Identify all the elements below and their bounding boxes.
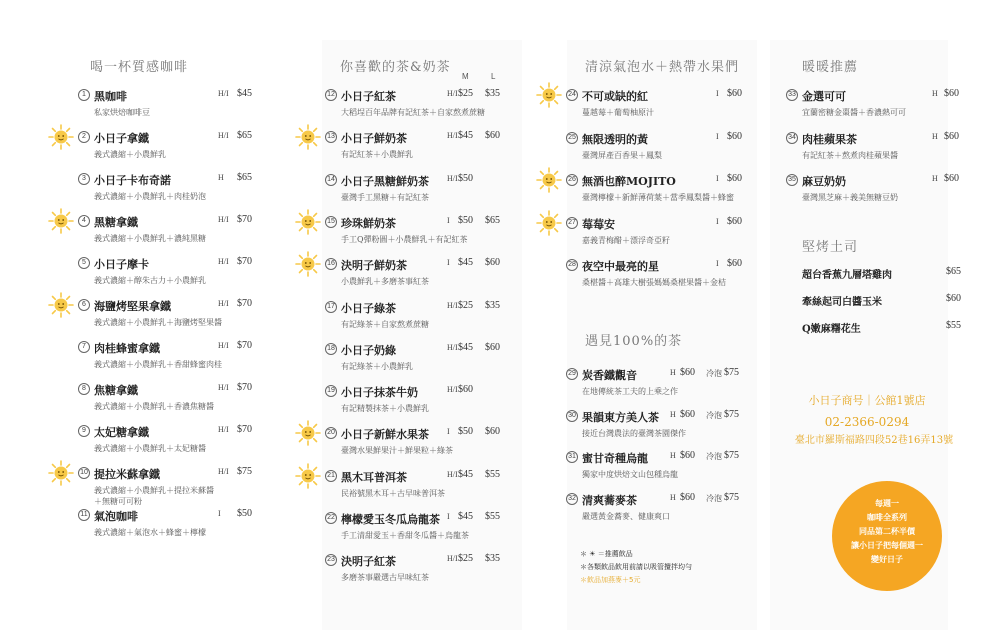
item-description: 臺灣水果鮮果汁＋鮮果粒＋綠茶 — [341, 446, 453, 456]
item-name: 肉桂蘋果茶 — [802, 132, 857, 146]
item-size: I — [447, 215, 450, 225]
recommend-sun-icon — [295, 251, 321, 277]
item-price: $45 — [237, 88, 252, 99]
item-description: 民裕號黑木耳＋古早味普洱茶 — [341, 488, 445, 498]
item-name: 提拉米蘇拿鐵 — [94, 468, 160, 481]
item-size: H/I — [218, 89, 229, 98]
item-price-m: $50 — [458, 214, 473, 226]
menu-item — [325, 173, 505, 207]
item-price-m: $25 — [458, 299, 473, 311]
menu-item — [566, 367, 751, 401]
item-description: 大稻埕百年品牌有記紅茶＋自家熬煮蔗糖 — [341, 108, 485, 117]
item-description: 義式濃縮＋小農鮮乳＋濃純黑糖 — [94, 234, 206, 243]
item-price: $70 — [237, 298, 252, 309]
recommend-sun-icon — [295, 420, 321, 446]
menu-item — [78, 340, 258, 374]
toast-item-price: $65 — [946, 266, 961, 277]
menu-item — [786, 173, 966, 207]
item-number-badge: 30 — [566, 410, 578, 422]
item-price: $60 — [944, 88, 959, 99]
item-number-badge: 9 — [78, 425, 90, 437]
item-description: 義式濃縮＋小農鮮乳＋肉桂奶泡 — [94, 192, 206, 201]
menu-item — [325, 88, 505, 122]
item-price-m: $50 — [458, 172, 473, 184]
item-description: 義式濃縮＋小農鮮乳＋香濃焦糖醬 — [94, 402, 214, 411]
item-name: 金選可可 — [802, 90, 846, 103]
item-name: 麻豆奶奶 — [802, 175, 846, 188]
item-price-m: $25 — [458, 553, 473, 565]
recommend-sun-icon — [48, 124, 74, 150]
cold-brew-price: $75 — [724, 491, 739, 503]
item-price-l: $55 — [485, 468, 500, 480]
item-name: 小日子摩卡 — [94, 258, 149, 271]
item-number-badge: 6 — [78, 299, 90, 311]
item-price-m: $45 — [458, 341, 473, 353]
item-size: H/I — [447, 469, 458, 479]
item-description: 手工清甜愛玉＋香甜冬瓜醬＋烏龍茶 — [341, 531, 469, 540]
item-name: 決明子鮮奶茶 — [341, 259, 407, 273]
item-size: H/I — [447, 554, 458, 564]
toast-item-price: $55 — [946, 320, 961, 331]
item-name: 檸檬愛玉冬瓜烏龍茶 — [341, 513, 440, 526]
item-number-badge: 8 — [78, 383, 90, 395]
item-size: H/I — [447, 89, 458, 98]
item-description: 義式濃縮＋氣泡水＋蜂蜜＋檸檬 — [94, 528, 206, 537]
item-description: 義式濃縮＋小農鮮乳＋太妃糖醬 — [94, 444, 206, 453]
item-name: 不可或缺的紅 — [582, 90, 648, 103]
promo-line: 同品第二杯半價 — [859, 526, 915, 536]
item-price-l: $65 — [485, 214, 500, 226]
item-description: 在地傳統茶工夫的上乘之作 — [582, 387, 678, 396]
item-number-badge: 3 — [78, 173, 90, 185]
note-recommend: ＊ ☀ ＝推薦飲品 — [580, 550, 633, 558]
menu-item — [325, 511, 505, 545]
recommend-sun-icon — [295, 124, 321, 150]
menu-item — [78, 508, 258, 542]
item-description: 嘉義青梅醋＋漂浮奇亞籽 — [582, 235, 670, 245]
item-description: 臺灣屏產百香果＋鳳梨 — [582, 150, 662, 160]
item-name: 決明子紅茶 — [341, 555, 396, 569]
item-size: I — [447, 512, 450, 521]
item-number-badge: 5 — [78, 257, 90, 269]
toast-item-name: 牽絲起司白醬玉米 — [802, 297, 882, 308]
item-description: 宜蘭密糖金棗醬＋香濃熱可可 — [802, 108, 906, 117]
item-price: $60 — [727, 130, 742, 142]
promo-line: 讓小日子把每個週一 — [851, 540, 923, 550]
recommend-sun-icon — [48, 292, 74, 318]
size-l-header: L — [491, 72, 496, 81]
recommend-sun-icon — [536, 167, 562, 193]
menu-item — [566, 216, 746, 250]
recommend-sun-icon — [48, 208, 74, 234]
item-size: H — [670, 409, 676, 419]
toast-item-name: 超台香蕉九層塔雞肉 — [802, 270, 892, 281]
menu-item — [566, 173, 746, 207]
item-price-m: $60 — [458, 384, 473, 396]
cold-brew-price: $75 — [724, 408, 739, 420]
item-size: H/I — [218, 425, 229, 434]
item-number-badge: 28 — [566, 259, 578, 271]
item-description: 有記紅茶＋熬煮肉桂蘋果醬 — [802, 150, 898, 160]
item-number-badge: 7 — [78, 341, 90, 353]
cold-brew-price: $75 — [724, 450, 739, 461]
cold-brew-price: $75 — [724, 367, 739, 378]
menu-item — [78, 214, 258, 248]
item-price: $75 — [237, 466, 252, 477]
item-name: 海鹽烤堅果拿鐵 — [94, 300, 171, 313]
item-size: I — [716, 216, 719, 226]
item-name: 無酒也醉MOJITO — [582, 175, 676, 188]
menu-item — [325, 384, 505, 418]
menu-item — [786, 131, 966, 165]
item-size: I — [716, 131, 719, 141]
item-number-badge: 17 — [325, 301, 337, 313]
item-size: H/I — [447, 131, 458, 141]
menu-item — [566, 131, 746, 165]
item-number-badge: 18 — [325, 343, 337, 355]
menu-item — [325, 426, 505, 460]
section-title-tea: 你喜歡的茶&奶茶 — [340, 60, 451, 75]
item-description: 義式濃縮＋小農鮮乳＋香甜蜂蜜肉桂 — [94, 360, 222, 369]
item-size: H/I — [218, 467, 229, 476]
menu-item — [78, 172, 258, 206]
item-price: $70 — [237, 424, 252, 435]
item-price-m: $50 — [458, 426, 473, 438]
menu-item — [325, 215, 505, 249]
item-price-l: $35 — [485, 299, 500, 311]
item-price: $60 — [727, 173, 742, 184]
item-description: 臺灣黑芝麻＋義美無糖豆奶 — [802, 193, 898, 202]
item-number-badge: 21 — [325, 470, 337, 482]
item-size: H/I — [447, 173, 458, 183]
item-number-badge: 34 — [786, 132, 798, 144]
toast-item-price: $60 — [946, 293, 961, 304]
item-name: 蜜甘奇種烏龍 — [582, 452, 648, 465]
item-size: H — [218, 173, 224, 182]
menu-item — [325, 130, 505, 164]
item-description: 臺灣手工黑糖＋有記紅茶 — [341, 192, 429, 202]
item-number-badge: 10 — [78, 467, 90, 479]
item-size: H — [670, 492, 676, 502]
item-size: I — [716, 259, 719, 268]
item-price-m: $45 — [458, 130, 473, 142]
menu-item — [566, 492, 751, 526]
item-number-badge: 12 — [325, 89, 337, 101]
note-oat: ＊飲品加燕麥＋5元 — [580, 576, 641, 584]
item-description: 義式濃縮＋小農鮮乳＋海鹽烤堅果醬 — [94, 318, 222, 327]
item-size: I — [447, 427, 450, 437]
item-number-badge: 26 — [566, 174, 578, 186]
item-description: 有記紅茶＋小農鮮乳 — [341, 150, 413, 160]
item-size: H/I — [447, 300, 458, 310]
menu-item — [566, 88, 746, 122]
item-description: 臺灣檸檬＋新鮮薄荷葉＋當季鳳梨醬＋蜂蜜 — [582, 193, 734, 202]
item-name: 氣泡咖啡 — [94, 510, 138, 523]
item-price-l: $35 — [485, 553, 500, 565]
shop-name: 小日子商号｜公館1號店 — [808, 394, 926, 407]
item-name: 炭香鐵觀音 — [582, 369, 637, 382]
item-description: 私家烘焙咖啡豆 — [94, 108, 150, 117]
item-price: $60 — [680, 491, 695, 503]
item-size: H/I — [218, 299, 229, 308]
item-price-l: $55 — [485, 511, 500, 522]
item-price: $70 — [237, 340, 252, 351]
menu-item — [325, 553, 505, 587]
item-size: I — [447, 258, 450, 268]
section-title-warm: 暖暖推薦 — [802, 60, 859, 75]
toast-item-name: Q嫩麻糬花生 — [802, 324, 861, 335]
menu-item — [566, 450, 751, 484]
item-name: 莓莓安 — [582, 217, 615, 231]
menu-item — [78, 88, 258, 122]
item-description: 有記精製抹茶＋小農鮮乳 — [341, 404, 429, 414]
item-description: 義式濃縮＋小農鮮乳＋提拉米蘇醬 — [94, 486, 214, 495]
cold-brew-label: 冷泡 — [706, 410, 722, 420]
item-description: 有記綠茶＋自家熬煮蔗糖 — [341, 319, 429, 329]
item-price: $60 — [727, 88, 742, 99]
recommend-sun-icon — [48, 460, 74, 486]
item-number-badge: 33 — [786, 89, 798, 101]
item-size: H — [932, 89, 938, 98]
item-description: 獨家中度烘焙文山包種烏龍 — [582, 470, 678, 479]
item-number-badge: 11 — [78, 509, 90, 521]
item-number-badge: 22 — [325, 512, 337, 524]
item-size: H/I — [447, 342, 458, 352]
item-price: $60 — [680, 367, 695, 378]
recommend-sun-icon — [536, 210, 562, 236]
item-number-badge: 4 — [78, 215, 90, 227]
item-size: I — [716, 89, 719, 98]
promo-badge — [832, 481, 942, 591]
menu-item — [78, 130, 258, 164]
recommend-sun-icon — [536, 82, 562, 108]
item-price: $60 — [944, 173, 959, 184]
item-description: 接近台灣農法的臺灣茶園傑作 — [582, 428, 686, 438]
menu-item — [325, 300, 505, 334]
item-size: H/I — [447, 385, 458, 395]
item-description: 義式濃縮＋小農鮮乳 — [94, 150, 166, 159]
promo-line: 咖啡全系列 — [867, 512, 907, 522]
item-description: 手工Q彈粉圓＋小農鮮乳＋有記紅茶 — [341, 234, 468, 244]
item-number-badge: 16 — [325, 258, 337, 270]
item-price: $65 — [237, 172, 252, 183]
item-name: 黑咖啡 — [94, 90, 127, 103]
item-number-badge: 29 — [566, 368, 578, 380]
item-size: H/I — [218, 341, 229, 350]
item-name: 小日子鮮奶茶 — [341, 132, 407, 146]
menu-item — [78, 466, 258, 506]
item-number-badge: 13 — [325, 131, 337, 143]
item-price-l: $60 — [485, 426, 500, 438]
item-number-badge: 31 — [566, 451, 578, 463]
item-size: H/I — [218, 131, 229, 140]
promo-line: 每週一 — [875, 498, 899, 508]
item-size: I — [218, 509, 221, 518]
section-title-soda: 清涼氣泡水＋熱帶水果們 — [585, 60, 740, 75]
item-price: $60 — [727, 258, 742, 269]
promo-line: 變好日子 — [871, 554, 903, 564]
menu-item — [78, 424, 258, 458]
item-price: $60 — [680, 408, 695, 420]
menu-item — [78, 382, 258, 416]
item-size: H/I — [218, 257, 229, 266]
item-size: H/I — [218, 383, 229, 392]
item-size: H/I — [218, 215, 229, 224]
item-number-badge: 19 — [325, 385, 337, 397]
item-number-badge: 20 — [325, 427, 337, 439]
menu-item — [786, 88, 966, 122]
item-name: 小日子黑糖鮮奶茶 — [341, 174, 429, 188]
item-name: 小日子綠茶 — [341, 301, 396, 315]
item-price-m: $45 — [458, 468, 473, 480]
item-price: $70 — [237, 214, 252, 225]
item-price-l: $60 — [485, 257, 500, 269]
item-name: 焦糖拿鐵 — [94, 384, 138, 397]
item-name: 太妃糖拿鐵 — [94, 426, 149, 439]
item-description: 桑椹醬＋高雄大樹張媽媽桑椹果醬＋金桔 — [582, 278, 726, 287]
item-price: $65 — [237, 130, 252, 141]
item-name: 果韻東方美人茶 — [582, 410, 659, 424]
item-description: 多磨茶事嚴選古早味紅茶 — [341, 573, 429, 583]
item-number-badge: 35 — [786, 174, 798, 186]
section-title-pure-tea: 遇見100%的茶 — [585, 334, 683, 349]
item-price-l: $35 — [485, 88, 500, 99]
item-name: 小日子抹茶牛奶 — [341, 386, 418, 400]
item-name: 無限透明的黃 — [582, 132, 648, 146]
item-name: 小日子奶綠 — [341, 343, 396, 357]
item-size: H — [670, 368, 676, 377]
item-size: H — [932, 174, 938, 183]
item-name: 小日子拿鐵 — [94, 132, 149, 145]
item-description: 有記綠茶＋小農鮮乳 — [341, 361, 413, 371]
item-description: 嚴選黃金蕎麥、健康爽口 — [582, 511, 670, 521]
section-title-coffee: 喝一杯質感咖啡 — [90, 60, 189, 75]
item-price: $60 — [944, 130, 959, 142]
item-size: H — [670, 451, 676, 460]
item-name: 小日子紅茶 — [341, 90, 396, 103]
item-number-badge: 23 — [325, 554, 337, 566]
item-price: $50 — [237, 508, 252, 519]
note-stir: ＊各類飲品飲用前請以吸管攪拌均勻 — [580, 563, 692, 571]
item-number-badge: 25 — [566, 132, 578, 144]
item-description: 義式濃縮＋醇朱古力＋小農鮮乳 — [94, 276, 206, 285]
menu-item — [78, 256, 258, 290]
cold-brew-label: 冷泡 — [706, 369, 722, 378]
shop-phone: 02-2366-0294 — [824, 415, 910, 429]
item-number-badge: 2 — [78, 131, 90, 143]
item-name: 黑糖拿鐵 — [94, 216, 138, 229]
item-price-l: $60 — [485, 341, 500, 353]
item-name: 夜空中最亮的星 — [582, 260, 659, 273]
item-price-m: $45 — [458, 511, 473, 522]
item-number-badge: 32 — [566, 493, 578, 505]
item-size: I — [716, 174, 719, 183]
item-price: $70 — [237, 382, 252, 393]
menu-item — [566, 258, 746, 292]
item-price: $60 — [680, 450, 695, 461]
item-price-m: $45 — [458, 257, 473, 269]
item-name: 肉桂蜂蜜拿鐵 — [94, 342, 160, 355]
item-description: 小農鮮乳＋多磨茶事紅茶 — [341, 277, 429, 287]
item-name: 清爽蕎麥茶 — [582, 493, 637, 507]
item-number-badge: 24 — [566, 89, 578, 101]
item-number-badge: 27 — [566, 217, 578, 229]
cold-brew-label: 冷泡 — [706, 493, 722, 503]
menu-item — [566, 409, 751, 443]
menu-item — [78, 298, 258, 332]
item-number-badge: 1 — [78, 89, 90, 101]
item-price: $60 — [727, 215, 742, 227]
item-name: 珍珠鮮奶茶 — [341, 216, 396, 230]
item-number-badge: 15 — [325, 216, 337, 228]
item-name: 小日子新鮮水果茶 — [341, 428, 429, 442]
shop-address: 臺北市羅斯福路四段52巷16弄13號 — [794, 435, 954, 446]
size-m-header: M — [462, 72, 469, 81]
recommend-sun-icon — [295, 209, 321, 235]
item-size: H — [932, 131, 938, 141]
cold-brew-label: 冷泡 — [706, 452, 722, 461]
item-name: 小日子卡布奇諾 — [94, 174, 171, 187]
recommend-sun-icon — [295, 463, 321, 489]
item-price-m: $25 — [458, 88, 473, 99]
menu-item — [325, 469, 505, 503]
menu-item — [325, 342, 505, 376]
menu-item — [325, 257, 505, 291]
item-price: $70 — [237, 256, 252, 267]
item-description: 蔓越莓＋葡萄柚原汁 — [582, 108, 654, 117]
item-number-badge: 14 — [325, 174, 337, 186]
section-title-toast: 堅烤土司 — [802, 240, 859, 255]
item-name: 黑木耳普洱茶 — [341, 470, 407, 484]
item-description: ＋無糖可可粉 — [94, 497, 142, 506]
item-price-l: $60 — [485, 130, 500, 142]
